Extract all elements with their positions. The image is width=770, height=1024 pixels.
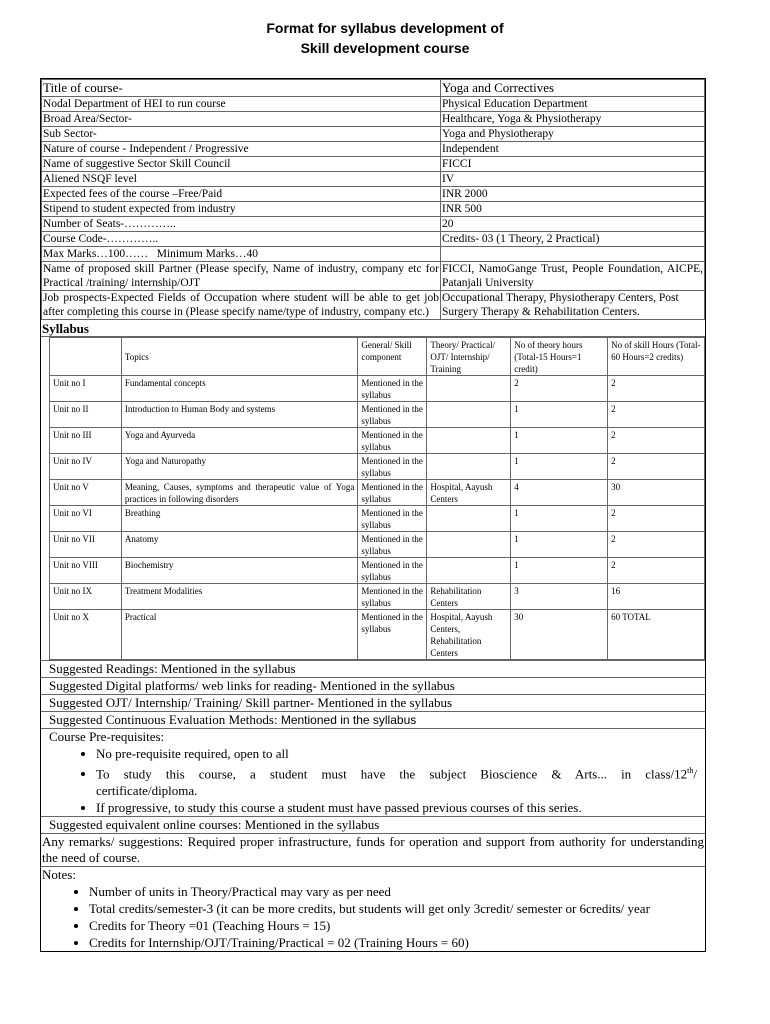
topic-cell: Meaning, Causes, symptoms and therapeutic value of Yoga practices in following disorders <box>121 480 358 506</box>
theory-hours-cell: 2 <box>511 376 608 402</box>
skill-hours-cell: 2 <box>608 402 705 428</box>
topic-cell: Practical <box>121 610 358 660</box>
list-item: • No pre-requisite required, open to all <box>96 745 697 762</box>
theory-hours-cell: 1 <box>511 532 608 558</box>
mode-cell <box>427 428 511 454</box>
table-row <box>50 532 705 558</box>
skill-hours-cell: 30 <box>608 480 705 506</box>
skill-hours-cell: 2 <box>608 532 705 558</box>
mode-cell <box>427 532 511 558</box>
unit-cell: Unit no X <box>50 610 122 660</box>
info-label: Job prospects-Expected Fields of Occupation where student will be able to get job after completing this course in (Please specify name/type of industry, company etc.) <box>43 292 439 318</box>
info-label: Course Code-………….. <box>42 232 441 247</box>
info-row <box>42 127 705 142</box>
suggested-evaluation <box>41 711 705 728</box>
info-value: Occupational Therapy, Physiotherapy Centers, Post Surgery Therapy & Rehabilitation Centers. <box>441 291 705 320</box>
table-row <box>50 480 705 506</box>
table-row <box>50 454 705 480</box>
unit-cell: Unit no II <box>50 402 122 428</box>
topic-cell: Introduction to Human Body and systems <box>121 402 358 428</box>
remarks: Any remarks/ suggestions: Required proper infrastructure, funds for operation and support from authority for understanding the need of course. <box>42 834 704 866</box>
component-header: General/ Skill component <box>358 338 427 376</box>
component-cell: Mentioned in the syllabus <box>358 584 427 610</box>
table-row <box>50 558 705 584</box>
topic-cell: Anatomy <box>121 532 358 558</box>
info-value: FICCI, NamoGange Trust, People Foundation, AICPE, Patanjali University <box>442 263 703 289</box>
topic-cell: Yoga and Naturopathy <box>121 454 358 480</box>
info-label: Name of suggestive Sector Skill Council <box>42 157 441 172</box>
topic-cell: Yoga and Ayurveda <box>121 428 358 454</box>
info-row <box>42 247 705 262</box>
unit-cell: Unit no V <box>50 480 122 506</box>
theory-hours-cell: 1 <box>511 506 608 532</box>
notes-heading: Notes: <box>42 867 76 883</box>
table-row <box>50 506 705 532</box>
info-value: INR 2000 <box>441 187 705 202</box>
component-cell: Mentioned in the syllabus <box>358 532 427 558</box>
info-row <box>42 142 705 157</box>
syllabus-form <box>40 78 706 952</box>
component-cell: Mentioned in the syllabus <box>358 480 427 506</box>
theory-hours-cell: 3 <box>511 584 608 610</box>
mode-cell: Hospital, Aayush Centers <box>427 480 511 506</box>
component-cell: Mentioned in the syllabus <box>358 454 427 480</box>
skill-hours-cell: 2 <box>608 454 705 480</box>
info-row <box>42 262 705 291</box>
info-label: Max Marks…100…… Minimum Marks…40 <box>42 247 441 262</box>
skill-hours-cell: 2 <box>608 428 705 454</box>
info-value: 20 <box>441 217 705 232</box>
table-row <box>50 584 705 610</box>
component-cell: Mentioned in the syllabus <box>358 376 427 402</box>
table-row <box>50 610 705 660</box>
list-item: • Credits for Theory =01 (Teaching Hours = 15) <box>89 917 704 934</box>
skill-hours-cell: 2 <box>608 558 705 584</box>
theory-hours-cell: 4 <box>511 480 608 506</box>
unit-cell: Unit no VII <box>50 532 122 558</box>
unit-cell: Unit no VIII <box>50 558 122 584</box>
evaluation-value: Mentioned in the syllabus <box>280 713 417 727</box>
table-row <box>50 376 705 402</box>
superscript: th <box>687 766 694 775</box>
skill-hours-cell: 2 <box>608 506 705 532</box>
info-row <box>42 112 705 127</box>
suggested-online-courses: Suggested equivalent online courses: Mentioned in the syllabus <box>41 816 705 833</box>
list-item: • Total credits/semester-3 (it can be more credits, but students will get only 3credit/ semester or 6credits/ year <box>89 900 704 917</box>
evaluation-label: Suggested Continuous Evaluation Methods: <box>49 712 281 727</box>
info-row <box>42 80 705 97</box>
mode-cell: Hospital, Aayush Centers, Rehabilitation Centers <box>427 610 511 660</box>
prerequisite-text: To study this course, a student must have the subject Bioscience & Arts... in class/12 <box>96 766 688 782</box>
topic-cell: Fundamental concepts <box>121 376 358 402</box>
skill-hours-cell: 2 <box>608 376 705 402</box>
component-cell: Mentioned in the syllabus <box>358 558 427 584</box>
component-cell: Mentioned in the syllabus <box>358 610 427 660</box>
unit-cell: Unit no III <box>50 428 122 454</box>
info-label: Number of Seats-………….. <box>42 217 441 232</box>
skill-hours-cell: 16 <box>608 584 705 610</box>
mode-header: Theory/ Practical/ OJT/ Internship/ Training <box>427 338 511 376</box>
component-cell: Mentioned in the syllabus <box>358 402 427 428</box>
info-row <box>42 232 705 247</box>
notes-list <box>42 883 704 951</box>
syllabus-table <box>49 337 705 660</box>
info-value: Yoga and Physiotherapy <box>441 127 705 142</box>
unit-cell: Unit no VI <box>50 506 122 532</box>
info-value: FICCI <box>441 157 705 172</box>
info-label: Stipend to student expected from industry <box>42 202 441 217</box>
suggested-digital-platforms: Suggested Digital platforms/ web links for reading- Mentioned in the syllabus <box>41 677 705 694</box>
info-value: IV <box>441 172 705 187</box>
syllabus-heading: Syllabus <box>41 320 705 337</box>
info-value: Healthcare, Yoga & Physiotherapy <box>441 112 705 127</box>
unit-header <box>50 338 122 376</box>
unit-cell: Unit no IV <box>50 454 122 480</box>
course-info-table <box>41 79 705 320</box>
table-row <box>50 402 705 428</box>
info-row <box>42 187 705 202</box>
document-subtitle: Skill development course <box>300 40 470 56</box>
info-label: Aliened NSQF level <box>42 172 441 187</box>
info-row <box>42 97 705 112</box>
list-item: • Credits for Internship/OJT/Training/Practical = 02 (Training Hours = 60) <box>89 934 704 951</box>
suggested-ojt: Suggested OJT/ Internship/ Training/ Skill partner- Mentioned in the syllabus <box>41 694 705 711</box>
list-item: • If progressive, to study this course a student must have passed previous courses of this series. <box>96 799 697 816</box>
mode-cell <box>427 376 511 402</box>
info-value: Independent <box>441 142 705 157</box>
info-row <box>42 202 705 217</box>
info-row <box>42 172 705 187</box>
info-row <box>42 157 705 172</box>
info-label: Nodal Department of HEI to run course <box>42 97 441 112</box>
prerequisites-list <box>49 745 697 816</box>
component-cell: Mentioned in the syllabus <box>358 428 427 454</box>
topics-header: Topics <box>121 338 358 376</box>
skill-hours-cell: 60 TOTAL <box>608 610 705 660</box>
table-row <box>50 428 705 454</box>
unit-cell: Unit no IX <box>50 584 122 610</box>
info-value: INR 500 <box>441 202 705 217</box>
suggested-readings: Suggested Readings: Mentioned in the syllabus <box>41 660 705 677</box>
info-row <box>42 291 705 320</box>
mode-cell: Rehabilitation Centers <box>427 584 511 610</box>
document-title: Format for syllabus development of <box>266 20 504 36</box>
topic-cell: Treatment Modalities <box>121 584 358 610</box>
list-item <box>96 762 697 799</box>
mode-cell <box>427 558 511 584</box>
info-label: Title of course- <box>42 80 441 97</box>
prerequisites-heading: Course Pre-requisites: <box>49 729 165 744</box>
theory-hours-cell: 1 <box>511 454 608 480</box>
course-prerequisites <box>41 728 705 816</box>
theory-hours-cell: 30 <box>511 610 608 660</box>
unit-cell: Unit no I <box>50 376 122 402</box>
syllabus-header-row <box>50 338 705 376</box>
theory-hours-cell: 1 <box>511 402 608 428</box>
notes <box>41 866 705 951</box>
component-cell: Mentioned in the syllabus <box>358 506 427 532</box>
info-value <box>441 247 705 262</box>
info-row <box>42 217 705 232</box>
info-label: Expected fees of the course –Free/Paid <box>42 187 441 202</box>
info-label: Sub Sector- <box>42 127 441 142</box>
topic-cell: Breathing <box>121 506 358 532</box>
theory-hours-cell: 1 <box>511 558 608 584</box>
theory-hours-cell: 1 <box>511 428 608 454</box>
theory-hours-header: No of theory hours (Total-15 Hours=1 credit) <box>511 338 608 376</box>
info-label: Nature of course - Independent / Progressive <box>42 142 441 157</box>
info-value: Credits- 03 (1 Theory, 2 Practical) <box>441 232 705 247</box>
mode-cell <box>427 402 511 428</box>
topic-cell: Biochemistry <box>121 558 358 584</box>
skill-hours-header: No of skill Hours (Total-60 Hours=2 credits) <box>608 338 705 376</box>
info-label: Name of proposed skill Partner (Please specify, Name of industry, company etc for Practical /training/ internship/OJT <box>43 263 439 289</box>
info-value: Physical Education Department <box>441 97 705 112</box>
list-item: • Number of units in Theory/Practical may vary as per need <box>89 883 704 900</box>
prerequisite-tail: / certificate/diploma. <box>96 766 697 799</box>
info-value: Yoga and Correctives <box>441 80 705 97</box>
info-label: Broad Area/Sector- <box>42 112 441 127</box>
mode-cell <box>427 454 511 480</box>
mode-cell <box>427 506 511 532</box>
